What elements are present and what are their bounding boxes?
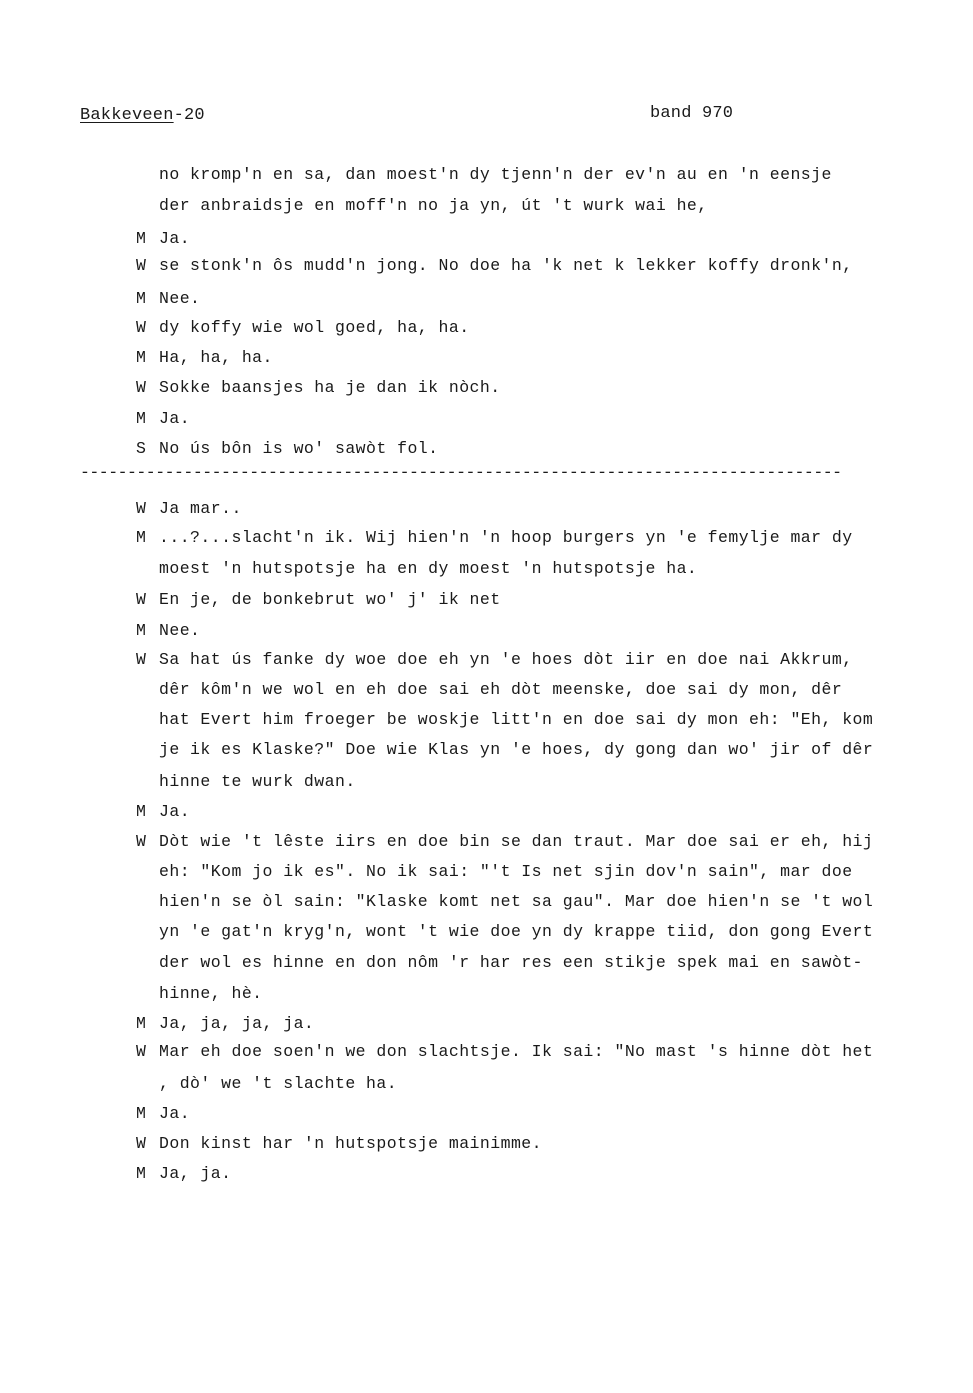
speaker-label: W xyxy=(136,318,146,337)
transcript-line: je ik es Klaske?" Doe wie Klas yn 'e hoes, dy gong dan wo' jir of dêr xyxy=(159,740,874,759)
band-label: band 970 xyxy=(650,104,734,123)
transcript-line: hinne, hè. xyxy=(159,984,263,1003)
speaker-label: M xyxy=(136,1104,146,1123)
speaker-label: W xyxy=(136,1134,146,1153)
transcript-line: hat Evert him froeger be woskje litt'n en doe sai dy mon eh: "Eh, kom xyxy=(159,710,874,729)
transcript-line: Ha, ha, ha. xyxy=(159,348,273,367)
transcript-line: Ja. xyxy=(159,802,191,821)
transcript-line: hien'n se òl sain: "Klaske komt net sa gau". Mar doe hien'n se 't wol xyxy=(159,892,874,911)
transcript-line: Dòt wie 't lêste iirs en doe bin se dan traut. Mar doe sai er eh, hij xyxy=(159,832,874,851)
transcript-line: Sokke baansjes ha je dan ik nòch. xyxy=(159,378,501,397)
speaker-label: M xyxy=(136,621,146,640)
transcript-line: Ja. xyxy=(159,229,191,248)
speaker-label: W xyxy=(136,590,146,609)
transcript-line: Nee. xyxy=(159,289,201,308)
transcript-line: der wol es hinne en don nôm 'r har res een stikje spek mai en sawòt- xyxy=(159,953,863,972)
transcript-line: En je, de bonkebrut wo' j' ik net xyxy=(159,590,501,609)
page-title-name: Bakkeveen xyxy=(80,106,174,125)
transcript-line: Ja, ja, ja, ja. xyxy=(159,1014,315,1033)
transcript-line: moest 'n hutspotsje ha en dy moest 'n hutspotsje ha. xyxy=(159,559,698,578)
speaker-label: W xyxy=(136,256,146,275)
speaker-label: W xyxy=(136,1042,146,1061)
speaker-label: M xyxy=(136,289,146,308)
speaker-label: M xyxy=(136,229,146,248)
transcript-line: hinne te wurk dwan. xyxy=(159,772,356,791)
transcript-line: ...?...slacht'n ik. Wij hien'n 'n hoop burgers yn 'e femylje mar dy xyxy=(159,528,853,547)
page-title xyxy=(80,106,205,125)
transcript-line: eh: "Kom jo ik es". No ik sai: "'t Is net sjin dov'n sain", mar doe xyxy=(159,862,853,881)
transcript-line: Ja, ja. xyxy=(159,1164,232,1183)
speaker-label: W xyxy=(136,378,146,397)
page-title-number: -20 xyxy=(173,106,205,125)
speaker-label: M xyxy=(136,1014,146,1033)
transcript-line: Ja mar.. xyxy=(159,499,242,518)
transcript-line: der anbraidsje en moff'n no ja yn, út 't wurk wai he, xyxy=(159,196,708,215)
speaker-label: M xyxy=(136,348,146,367)
speaker-label: M xyxy=(136,1164,146,1183)
transcript-line: Ja. xyxy=(159,1104,191,1123)
speaker-label: W xyxy=(136,650,146,669)
transcript-line: , dò' we 't slachte ha. xyxy=(159,1074,398,1093)
speaker-label: M xyxy=(136,528,146,547)
transcript-line: no kromp'n en sa, dan moest'n dy tjenn'n der ev'n au en 'n eensje xyxy=(159,165,832,184)
transcript-line: No ús bôn is wo' sawòt fol. xyxy=(159,439,439,458)
speaker-label: W xyxy=(136,832,146,851)
transcript-line: dy koffy wie wol goed, ha, ha. xyxy=(159,318,470,337)
transcript-line: se stonk'n ôs mudd'n jong. No doe ha 'k net k lekker koffy dronk'n, xyxy=(159,256,853,275)
transcript-line: Mar eh doe soen'n we don slachtsje. Ik sai: "No mast 's hinne dòt het xyxy=(159,1042,874,1061)
transcript-line: Sa hat ús fanke dy woe doe eh yn 'e hoes dòt iir en doe nai Akkrum, xyxy=(159,650,853,669)
transcript-line: Nee. xyxy=(159,621,201,640)
speaker-label: W xyxy=(136,499,146,518)
speaker-label: M xyxy=(136,409,146,428)
section-separator: --------------------------------------------------------------------------------- xyxy=(80,463,842,482)
transcript-line: Ja. xyxy=(159,409,191,428)
transcript-line: yn 'e gat'n kryg'n, wont 't wie doe yn dy krappe tiid, don gong Evert xyxy=(159,922,874,941)
speaker-label: M xyxy=(136,802,146,821)
transcript-line: dêr kôm'n we wol en eh doe sai eh dòt meenske, doe sai dy mon, dêr xyxy=(159,680,843,699)
transcript-line: Don kinst har 'n hutspotsje mainimme. xyxy=(159,1134,543,1153)
speaker-label: S xyxy=(136,439,146,458)
